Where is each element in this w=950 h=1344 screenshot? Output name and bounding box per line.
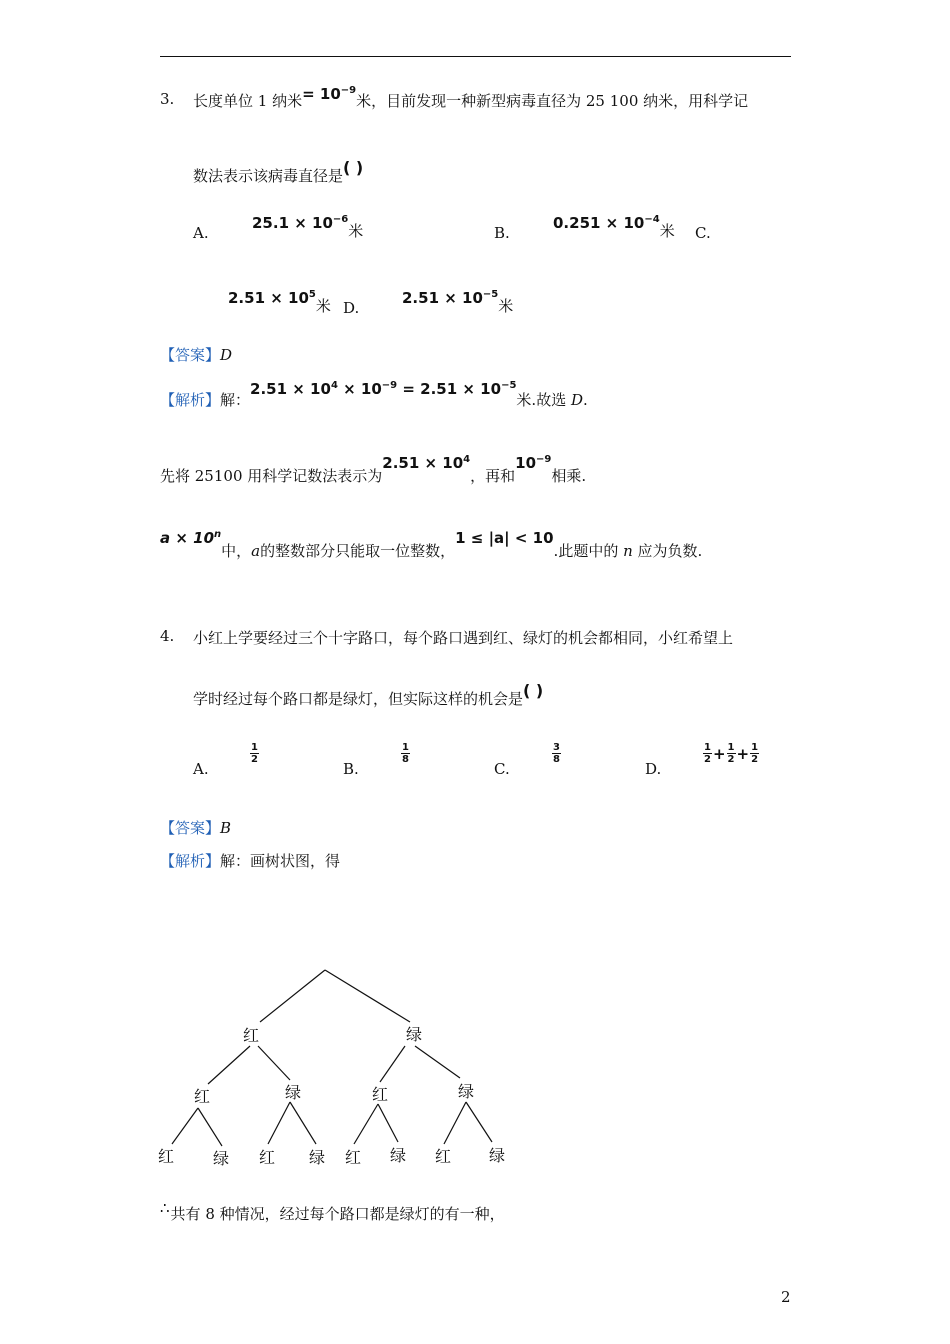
- q4-blank-paren: ( ): [523, 681, 544, 700]
- q4-option-b-letter: B.: [343, 760, 359, 778]
- header-rule: [160, 56, 791, 57]
- tree-node-level3: 绿: [390, 1146, 407, 1165]
- tree-branch: [268, 1102, 290, 1144]
- q3-option-c-letter: C.: [695, 224, 711, 242]
- q3-stem-eq: = $10^{-9}$: [302, 85, 357, 103]
- q4-option-a-letter: A.: [193, 760, 209, 778]
- q4-stem-line2: 学时经过每个路口都是绿灯，但实际这样的机会是( ): [193, 681, 544, 708]
- q4-conclusion: ∴共有 8 种情况，经过每个路口都是绿灯的有一种，: [160, 1199, 505, 1223]
- q3-option-a: $25.1 \times 10^{-6}$米: [252, 214, 364, 240]
- tree-node-level3: 绿: [213, 1149, 230, 1168]
- page-number: 2: [781, 1288, 791, 1306]
- tree-node-level2: 绿: [458, 1082, 475, 1101]
- tree-node-level1: 红: [243, 1026, 260, 1045]
- q4-number: 4.: [160, 627, 175, 645]
- q3-stem-part1: 长度单位 1 纳米: [193, 92, 303, 110]
- q3-option-c: $2.51 \times 10^5$米: [228, 289, 331, 315]
- q4-analysis: 【解析】解：画树状图，得: [160, 852, 341, 870]
- q3-stem-part2: 米，目前发现一种新型病毒直径为 25 100 纳米，用科学记: [356, 92, 749, 110]
- tree-branch: [444, 1102, 466, 1144]
- q4-option-a: $\frac{1}{2}$: [251, 742, 258, 765]
- answer-value: D: [220, 346, 233, 364]
- q4-option-c: $\frac{3}{8}$: [553, 742, 560, 765]
- tree-branch: [258, 1046, 290, 1080]
- probability-tree-diagram: [150, 960, 530, 1180]
- q3-option-b: $0.251 \times 10^{-4}$米: [553, 214, 675, 240]
- tree-branch: [198, 1108, 222, 1146]
- tree-node-level3: 红: [345, 1148, 362, 1167]
- tree-branch: [260, 970, 325, 1022]
- analysis-equation: $2.51 \times 10^4 \times 10^{-9} = 2.51 \times 10^{-5}$: [250, 380, 517, 398]
- tree-node-level2: 红: [194, 1087, 211, 1106]
- q4-option-c-letter: C.: [494, 760, 510, 778]
- q3-explanation-line1: 先将 25100 用科学记数法表示为$2.51 \times 10^4$，再和$10^{-9}$相乘.: [160, 454, 587, 485]
- tree-branch: [354, 1104, 378, 1144]
- q3-number: 3.: [160, 90, 175, 108]
- tree-branch: [380, 1046, 405, 1082]
- tree-node-level1: 绿: [406, 1025, 423, 1044]
- tree-branch: [325, 970, 410, 1022]
- q4-option-d: $\frac{1}{2}$ + $\frac{1}{2}$ + $\frac{1}{2}$: [704, 742, 759, 765]
- tree-node-level2: 红: [372, 1085, 389, 1104]
- q3-answer: [160, 344, 232, 365]
- q3-stem-line1: [193, 83, 749, 110]
- q4-stem-line1: 小红上学要经过三个十字路口，每个路口遇到红、绿灯的机会都相同，小红希望上: [193, 629, 734, 647]
- answer-value: B: [220, 819, 232, 837]
- tree-branches: [172, 970, 492, 1146]
- tree-branch: [172, 1108, 198, 1144]
- q3-analysis: 【解析】解：$2.51 \times 10^4 \times 10^{-9} = 2.51 \times 10^{-5}$米.故选 D.: [160, 380, 588, 409]
- tree-branch: [208, 1046, 250, 1084]
- q3-option-b-letter: B.: [494, 224, 510, 242]
- q3-option-a-letter: A.: [193, 224, 209, 242]
- answer-tag: 【答案】: [160, 346, 221, 364]
- tree-node-level3: 红: [259, 1148, 276, 1167]
- tree-node-level3: 红: [158, 1147, 175, 1166]
- tree-branch: [466, 1102, 492, 1142]
- q4-option-b: $\frac{1}{8}$: [402, 742, 409, 765]
- analysis-tag: 【解析】: [160, 391, 221, 409]
- q3-option-d-letter: D.: [343, 299, 360, 317]
- tree-branch: [378, 1104, 398, 1142]
- answer-tag: 【答案】: [160, 819, 221, 837]
- therefore-symbol: ∴: [160, 1199, 170, 1217]
- q3-blank-paren: ( ): [343, 158, 364, 177]
- q3-explanation-line2: $a \times 10^n$中，a的整数部分只能取一位整数，1 ≤ |a| < 10.此题中的 n 应为负数.: [160, 529, 703, 560]
- analysis-tag: 【解析】: [160, 852, 221, 870]
- q4-answer: [160, 817, 231, 838]
- q4-option-d-letter: D.: [645, 760, 662, 778]
- tree-node-level3: 红: [435, 1147, 452, 1166]
- tree-branch: [290, 1102, 316, 1144]
- tree-node-level3: 绿: [489, 1146, 506, 1165]
- q3-stem-line2: 数法表示该病毒直径是( ): [193, 158, 364, 185]
- tree-node-level3: 绿: [309, 1148, 326, 1167]
- tree-node-level2: 绿: [285, 1083, 302, 1102]
- q3-option-d: $2.51 \times 10^{-5}$米: [402, 289, 514, 315]
- tree-branch: [415, 1046, 460, 1078]
